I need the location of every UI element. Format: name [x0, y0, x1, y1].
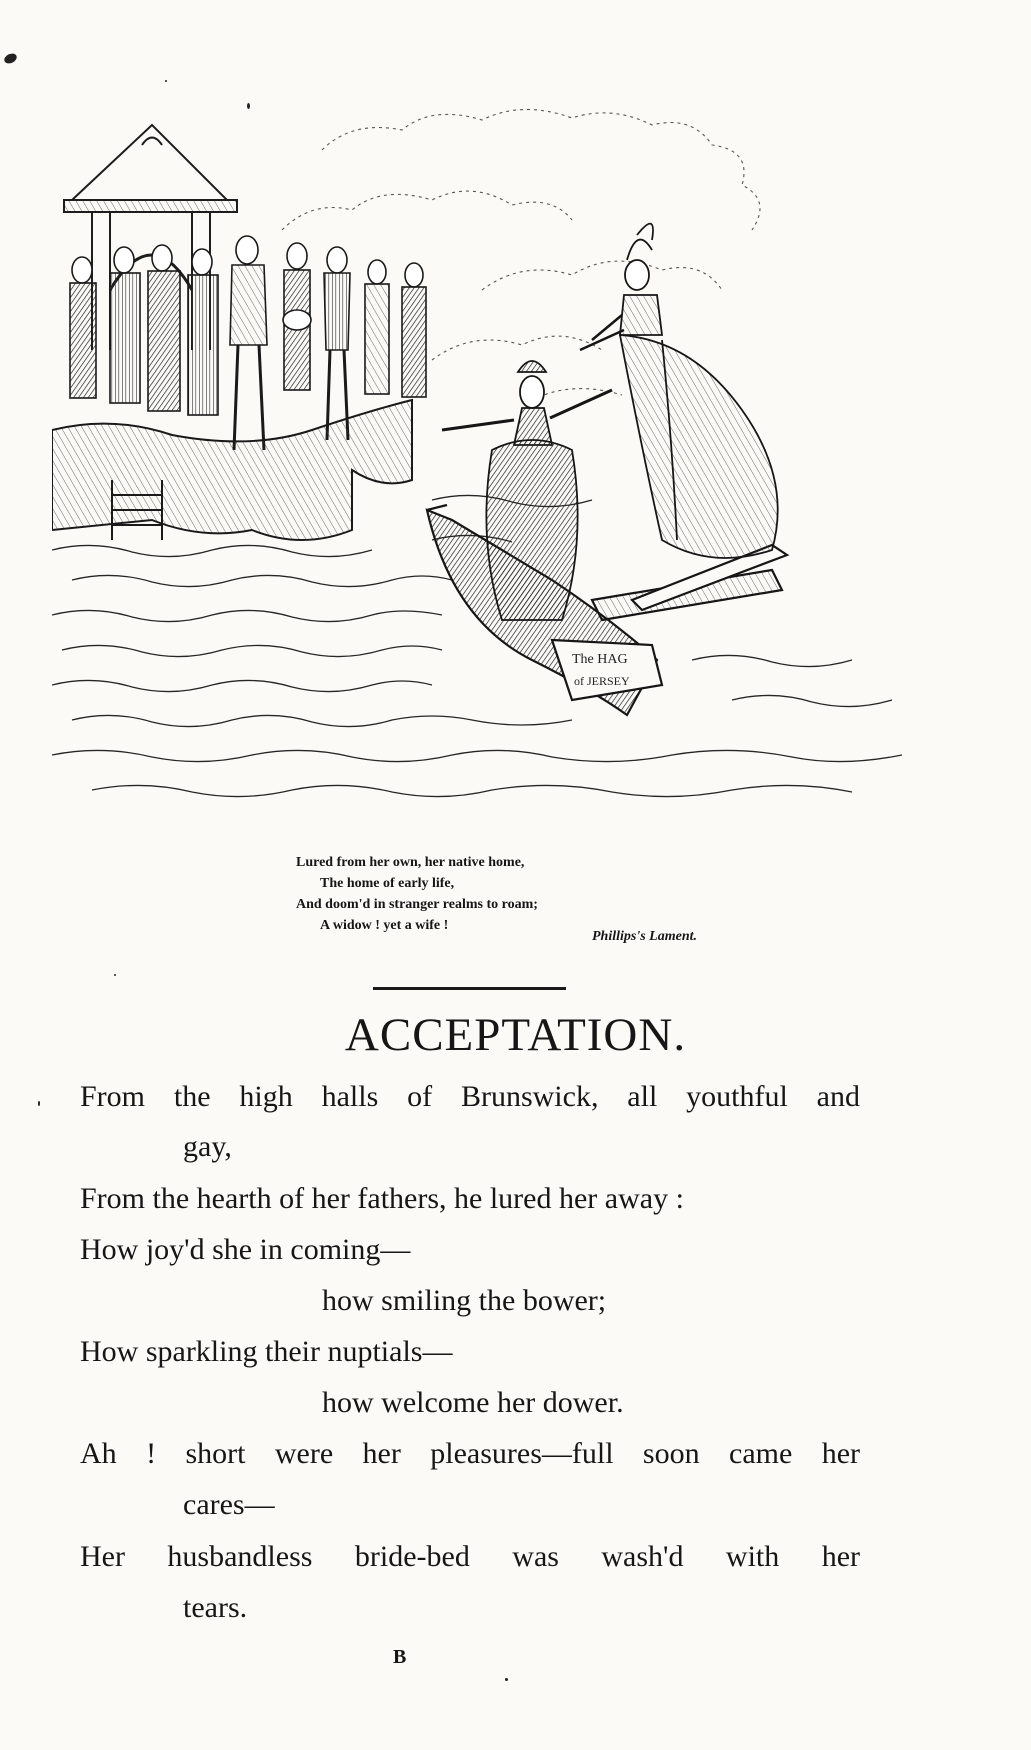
- epigraph-line: A widow ! yet a wife !: [320, 918, 449, 933]
- verse-line: how welcome her dower.: [322, 1386, 624, 1419]
- epigraph-line: And doom'd in stranger realms to roam;: [296, 897, 538, 912]
- verse-line: How joy'd she in coming—: [80, 1233, 411, 1266]
- ink-speck: [38, 1101, 40, 1106]
- poem-title: ACCEPTATION.: [344, 1009, 687, 1061]
- verse-line: Her husbandless bride-bed was wash'd with her: [80, 1540, 860, 1573]
- verse-line: cares—: [183, 1488, 275, 1521]
- verse-line: How sparkling their nuptials—: [80, 1335, 453, 1368]
- boat-label-2: of JERSEY: [574, 674, 630, 688]
- epigraph-attribution: Phillips's Lament.: [592, 929, 698, 944]
- epigraph-line: The home of early life,: [320, 876, 455, 891]
- cliff: [52, 400, 412, 540]
- illustration-canvas: [52, 100, 902, 845]
- signature-mark: B: [393, 1646, 407, 1668]
- ink-speck: [165, 80, 167, 82]
- verse-line: how smiling the bower;: [322, 1284, 607, 1317]
- epigraph-line: Lured from her own, her native home,: [296, 855, 525, 870]
- section-rule: [373, 987, 566, 990]
- verse-line: tears.: [183, 1591, 248, 1624]
- verse-line: gay,: [183, 1130, 232, 1163]
- ink-speck: [3, 52, 19, 66]
- verse-line: Ah ! short were her pleasures—full soon came her: [80, 1437, 860, 1470]
- verse-line: From the high halls of Brunswick, all youthful and: [80, 1080, 860, 1113]
- boat-label-1: The HAG: [572, 652, 628, 667]
- verse-line: From the hearth of her fathers, he lured her away :: [80, 1182, 684, 1215]
- ink-speck: [114, 974, 116, 976]
- engraved-illustration: [52, 100, 902, 845]
- ink-speck: [505, 1678, 508, 1681]
